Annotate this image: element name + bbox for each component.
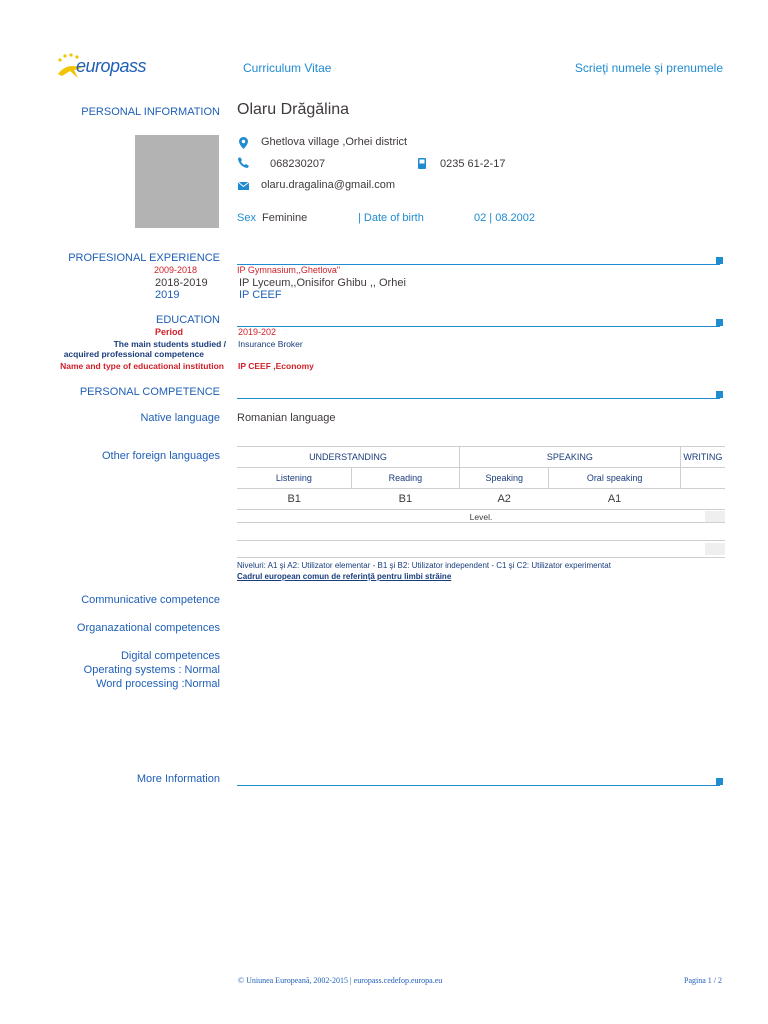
institution-label: Name and type of educational institution xyxy=(60,361,224,371)
photo-placeholder xyxy=(135,135,219,228)
more-info-divider xyxy=(237,785,720,786)
more-info-label: More Information xyxy=(136,773,220,785)
email-icon xyxy=(238,182,249,190)
sex-label: Sex xyxy=(237,212,256,224)
blank-row-top-rule xyxy=(237,540,725,541)
language-table-rule xyxy=(237,522,725,523)
level-oral-speaking: A1 xyxy=(607,493,622,505)
speaking-header: SPEAKING xyxy=(459,447,680,468)
experience-label: PROFESIONAL EXPERIENCE xyxy=(68,252,220,264)
landline-number: 0235 61-2-17 xyxy=(440,158,506,170)
level-reading: B1 xyxy=(398,493,413,505)
listening-header: Listening xyxy=(237,468,351,489)
europass-logo xyxy=(54,52,164,82)
level-listening: B1 xyxy=(287,493,301,505)
experience-divider-square xyxy=(716,257,723,264)
experience-period-3: 2019 xyxy=(155,289,180,301)
native-language-label: Native language xyxy=(140,412,220,424)
native-language-value: Romanian language xyxy=(237,412,336,424)
operating-systems-label: Operating systems : Normal xyxy=(83,664,220,676)
personal-info-label: PERSONAL INFORMATION xyxy=(81,106,220,118)
phone-icon xyxy=(238,157,249,168)
education-label: EDUCATION xyxy=(156,314,220,326)
logo-text: europass xyxy=(76,56,147,76)
digital-competence-label: Digital competences xyxy=(120,650,220,662)
studied-value: Insurance Broker xyxy=(238,339,303,349)
studied-label-line-2: acquired professional competence xyxy=(63,349,204,359)
period-value: 2019-202 xyxy=(238,327,277,337)
more-info-divider-square xyxy=(716,778,723,785)
experience-place-3: IP CEEF xyxy=(239,289,282,301)
writing-header: WRITING xyxy=(683,452,723,462)
institution-value: IP CEEF ,Economy xyxy=(238,361,314,371)
full-name: Olaru Drăgălina xyxy=(237,101,350,118)
location-pin-icon xyxy=(239,137,248,149)
understanding-header: UNDERSTANDING xyxy=(237,447,459,468)
blank-row-bottom-rule xyxy=(237,557,725,558)
doc-title: Curriculum Vitae xyxy=(243,61,332,75)
reading-header: Reading xyxy=(351,468,459,489)
phone-number: 068230207 xyxy=(270,158,326,170)
experience-place-1: IP Gymnasium,,Ghetlova" xyxy=(237,265,341,275)
experience-period-1: 2009-2018 xyxy=(154,265,198,275)
competence-divider xyxy=(237,398,720,399)
competence-label: PERSONAL COMPETENCE xyxy=(79,386,220,398)
word-processing-label: Word processing :Normal xyxy=(96,678,220,690)
education-divider xyxy=(237,326,720,327)
levels-note: Niveluri: A1 şi A2: Utilizator elementar - B1 şi B2: Utilizator independent - C1 şi C2: Utilizator experimentat xyxy=(237,561,611,570)
dob-value: 02 | 08.2002 xyxy=(474,212,535,224)
communicative-competence-label: Communicative competence xyxy=(81,594,220,606)
level-label: Level. xyxy=(469,512,493,522)
mobile-phone-icon xyxy=(418,158,426,169)
organizational-competence-label: Organazational competences xyxy=(76,622,220,634)
name-placeholder: Scrieţi numele şi prenumele xyxy=(574,61,723,75)
competence-divider-square xyxy=(716,391,723,398)
address: Ghetlova village ,Orhei district xyxy=(261,136,408,148)
speaking-subheader: Speaking xyxy=(459,468,548,489)
footer-page-number: Pagina 1 / 2 xyxy=(684,976,722,985)
language-table xyxy=(237,446,725,524)
blank-row-shade xyxy=(705,543,725,555)
foreign-languages-label: Other foreign languages xyxy=(101,450,220,462)
experience-period-2: 2018-2019 xyxy=(155,277,208,289)
level-speaking: A2 xyxy=(497,493,511,505)
oral-speaking-header: Oral speaking xyxy=(549,468,680,489)
studied-label-line-1: The main students studied / xyxy=(113,339,226,349)
levels-reference-link[interactable]: Cadrul european comun de referinţă pentru limbi străine xyxy=(237,572,452,581)
dob-label: | Date of birth xyxy=(358,212,424,224)
footer-copyright: © Uniunea Europeană, 2002-2015 | europass.cedefop.europa.eu xyxy=(238,976,443,985)
sex-value: Feminine xyxy=(262,212,308,224)
period-label: Period xyxy=(154,327,183,337)
experience-place-2: IP Lyceum,,Onisifor Ghibu ,, Orhei xyxy=(239,277,406,289)
education-divider-square xyxy=(716,319,723,326)
email-address[interactable]: olaru.dragalina@gmail.com xyxy=(261,179,396,191)
